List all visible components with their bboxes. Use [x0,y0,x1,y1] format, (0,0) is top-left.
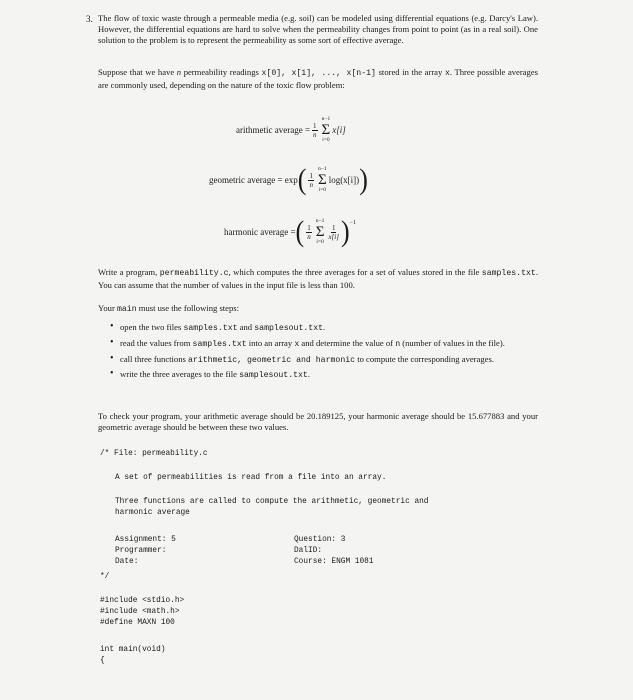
code-dalid: DalID: [294,547,323,555]
code-include-stdio: #include <stdio.h> [100,597,185,605]
arithmetic-average-equation: arithmetic average = $\frac{1}{n}$ n−1 Σ i=0 x[i] [236,116,346,143]
list-item: • call three functions arithmetic, geometric and harmonic to compute the corresponding averages. [112,354,537,367]
code-description-2b: harmonic average [115,509,190,517]
intro-paragraph: The flow of toxic waste through a permeable media (e.g. soil) can be modeled using differential equations (e.g. Darcy's Law). However, the differential equations are hard to solve when the permeability changes from point to point (as in a real soil). One solution to the problem is to represent the permeability as some sort of effective average. [98,13,538,45]
problem-number: 3. [86,14,93,24]
list-item: • write the three averages to the file samplesout.txt. [112,369,537,382]
averages-intro-paragraph: Suppose that we have n permeability readings x[0], x[1], ..., x[n-1] stored in the array x. Three possible averages are commonly used, depending on the nature of the toxic flow problem: [98,67,538,90]
geometric-average-equation: geometric average = exp ( $\frac{1}{n}$ n−1 Σ i=0 log(x[i]) ) [209,162,368,197]
list-item: • open the two files samples.txt and samplesout.txt. [112,322,537,335]
code-description-1: A set of permeabilities is read from a file into an array. [115,474,387,482]
code-include-math: #include <math.h> [100,608,180,616]
code-main-signature: int main(void) [100,646,166,654]
code-define-maxn: #define MAXN 100 [100,619,175,627]
code-question: Question: 3 [294,536,346,544]
list-item: • read the values from samples.txt into an array x and determine the value of n (number of values in the file). [112,338,537,351]
steps-intro: Your main must use the following steps: [98,303,240,314]
code-programmer: Programmer: [115,547,167,555]
code-file-comment: /* File: permeability.c [100,450,208,458]
code-open-brace: { [100,657,105,665]
harmonic-average-equation: harmonic average = ( $\frac{1}{n}$ n−1 Σ i=0 $\frac{1}{x[i]}$ ) −1 [224,214,357,249]
code-end-comment: */ [100,573,110,581]
code-assignment: Assignment: 5 [115,536,176,544]
code-description-2a: Three functions are called to compute the arithmetic, geometric and [115,498,429,506]
code-course: Course: ENGM 1081 [294,558,374,566]
check-paragraph: To check your program, your arithmetic average should be 20.189125, your harmonic average should be 15.677883 and your geometric average should be between these two values. [98,411,538,432]
program-description-paragraph: Write a program, permeability.c, which computes the three averages for a set of values stored in the file samples.txt. You can assume that the number of values in the input file is less than 100. [98,267,538,290]
code-date: Date: [115,558,139,566]
steps-list [112,322,537,385]
